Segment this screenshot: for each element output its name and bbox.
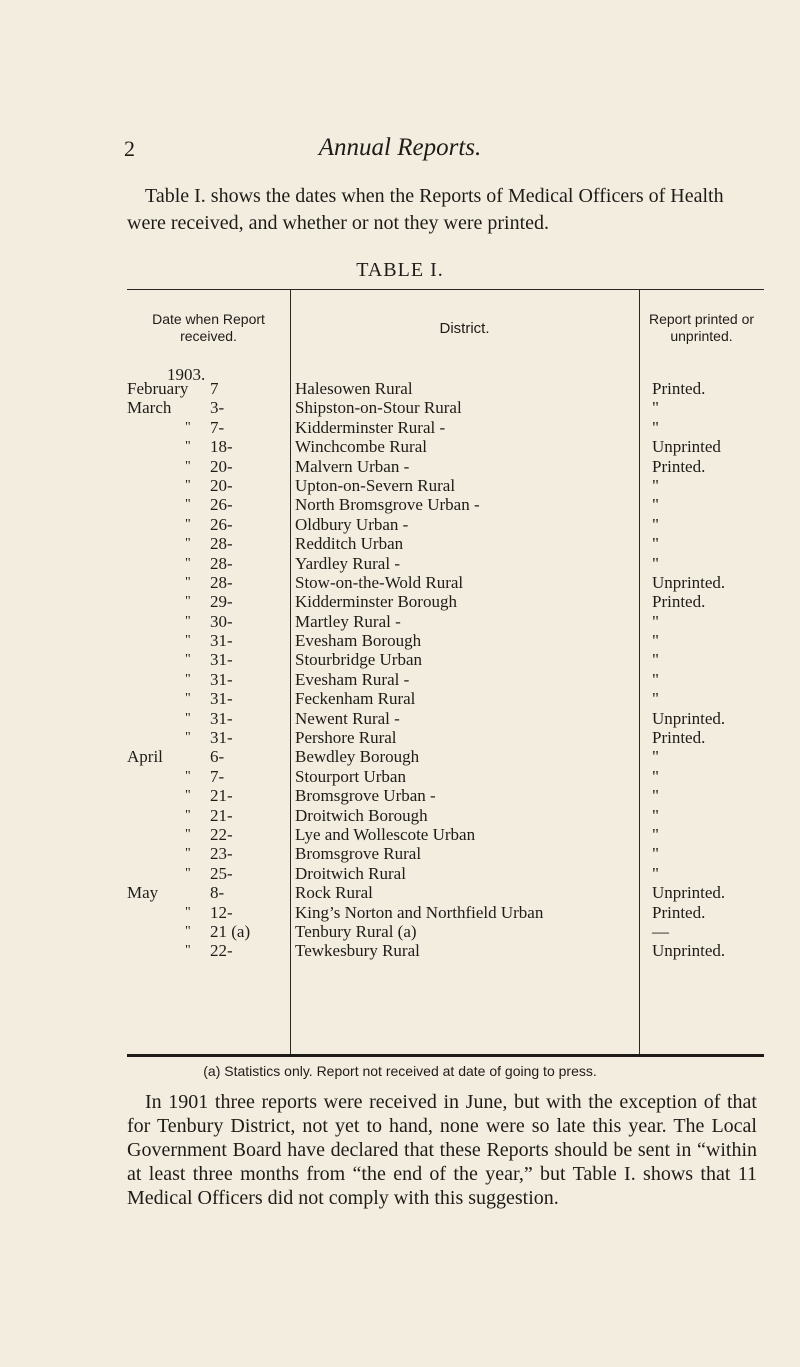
row-month: " (185, 458, 191, 474)
row-status: " (652, 863, 659, 883)
row-status: " (652, 631, 659, 651)
row-month: April (127, 747, 163, 767)
row-day: 31- (210, 650, 233, 670)
year-label: 1903. (167, 365, 206, 384)
row-district: Pershore Rural (295, 728, 397, 748)
row-day: 31- (210, 708, 233, 728)
table-row (127, 806, 764, 825)
row-status: " (652, 689, 659, 709)
table-row (127, 941, 764, 960)
row-district: Halesowen Rural (295, 379, 413, 398)
row-day: 7- (210, 417, 225, 437)
row-status: Unprinted. (652, 883, 726, 903)
row-status: Printed. (652, 379, 706, 398)
table-body (127, 379, 764, 961)
row-month: " (185, 536, 191, 552)
row-month: " (185, 730, 191, 746)
row-status: " (652, 475, 659, 495)
row-month: " (185, 477, 191, 493)
row-day: 31- (210, 728, 233, 748)
row-month: " (185, 594, 191, 610)
row-month: " (185, 691, 191, 707)
table-row (127, 767, 764, 786)
table-row (127, 650, 764, 669)
row-day: 8- (210, 883, 225, 903)
row-day: 26- (210, 495, 233, 515)
row-status: Printed. (652, 456, 706, 476)
row-status: Unprinted. (652, 708, 726, 728)
row-district: Evesham Borough (295, 631, 422, 651)
row-district: King’s Norton and Northfield Urban (295, 902, 544, 922)
table-row (127, 670, 764, 689)
row-day: 28- (210, 534, 233, 554)
row-month: " (185, 846, 191, 862)
row-day: 21 (a) (210, 921, 251, 941)
row-day: 21- (210, 805, 233, 825)
row-status: " (652, 747, 659, 767)
row-status: Printed. (652, 592, 706, 612)
row-day: 26- (210, 514, 233, 534)
row-district: Stourbridge Urban (295, 650, 423, 670)
row-month: " (185, 943, 191, 959)
table-row (127, 631, 764, 650)
row-district: Bewdley Borough (295, 747, 420, 767)
row-day: 22- (210, 824, 233, 844)
row-day: 18- (210, 437, 233, 457)
row-day: 25- (210, 863, 233, 883)
row-day: 31- (210, 669, 233, 689)
row-district: Droitwich Rural (295, 863, 406, 883)
row-status: " (652, 844, 659, 864)
row-district: Shipston-on-Stour Rural (295, 398, 462, 418)
row-day: 7- (210, 766, 225, 786)
row-status: " (652, 766, 659, 786)
table-row (127, 573, 764, 592)
row-month: " (185, 555, 191, 571)
row-day: 31- (210, 631, 233, 651)
header-district: District. (439, 320, 490, 337)
header-date: Date when Report received. (152, 311, 265, 344)
table-row (127, 418, 764, 437)
row-status: " (652, 650, 659, 670)
row-district: Malvern Urban - (295, 456, 410, 476)
row-month: " (185, 439, 191, 455)
row-month: May (127, 883, 159, 903)
table-row (127, 554, 764, 573)
row-status: " (652, 805, 659, 825)
table-row (127, 437, 764, 456)
row-month: " (185, 516, 191, 532)
row-day: 3- (210, 398, 225, 418)
row-status: " (652, 611, 659, 631)
table-row (127, 728, 764, 747)
row-district: North Bromsgrove Urban - (295, 495, 480, 515)
row-month: " (185, 497, 191, 513)
table-bottom-rule (127, 1054, 764, 1057)
table-row (127, 534, 764, 553)
row-day: 23- (210, 844, 233, 864)
row-day: 21- (210, 786, 233, 806)
row-month: " (185, 865, 191, 881)
row-district: Yardley Rural - (295, 553, 400, 573)
row-district: Stow-on-the-Wold Rural (295, 572, 464, 592)
row-district: Kidderminster Borough (295, 592, 457, 612)
running-head: Annual Reports. (318, 134, 482, 161)
row-month: " (185, 710, 191, 726)
table-row (127, 689, 764, 708)
row-district: Bromsgrove Urban - (295, 786, 436, 806)
row-status: " (652, 495, 659, 515)
row-status: Unprinted. (652, 941, 726, 961)
row-month: " (185, 574, 191, 590)
table-title: TABLE I. (356, 259, 444, 281)
table-row (127, 864, 764, 883)
row-district: Upton-on-Severn Rural (295, 475, 456, 495)
row-district: Droitwich Borough (295, 805, 428, 825)
row-day: 6- (210, 747, 225, 767)
row-month: " (185, 788, 191, 804)
table-row (127, 903, 764, 922)
row-district: Lye and Wollescote Urban (295, 824, 476, 844)
row-status: " (652, 786, 659, 806)
header-status: Report printed or unprinted. (648, 311, 755, 344)
table-row (127, 883, 764, 902)
table-row (127, 457, 764, 476)
row-day: 30- (210, 611, 233, 631)
row-district: Tenbury Rural (a) (295, 921, 417, 941)
row-month: " (185, 923, 191, 939)
intro-paragraph: Table I. shows the dates when the Reports of Medical Officers of Health were received, and whether or not they were printed. (127, 185, 724, 234)
row-month: " (185, 419, 191, 435)
row-day: 12- (210, 902, 233, 922)
table-row (127, 786, 764, 805)
table-row (127, 379, 764, 398)
row-status: " (652, 669, 659, 689)
row-day: 7 (210, 379, 219, 398)
row-district: Oldbury Urban - (295, 514, 409, 534)
row-day: 28- (210, 553, 233, 573)
row-status: " (652, 514, 659, 534)
row-district: Feckenham Rural (295, 689, 416, 709)
table-footnote: (a) Statistics only. Report not received at date of going to press. (203, 1063, 597, 1079)
row-day: 31- (210, 689, 233, 709)
row-district: Bromsgrove Rural (295, 844, 422, 864)
row-month: " (185, 613, 191, 629)
row-month: February (127, 379, 189, 398)
row-status: Printed. (652, 728, 706, 748)
table-row (127, 922, 764, 941)
page-number: 2 (124, 136, 135, 161)
table-row (127, 515, 764, 534)
row-month: " (185, 807, 191, 823)
row-month: " (185, 671, 191, 687)
table-row (127, 592, 764, 611)
row-district: Redditch Urban (295, 534, 404, 554)
row-status: Printed. (652, 902, 706, 922)
row-status: Unprinted. (652, 572, 726, 592)
row-month: " (185, 826, 191, 842)
table-row (127, 398, 764, 417)
table-row (127, 476, 764, 495)
row-district: Kidderminster Rural - (295, 417, 446, 437)
table-row (127, 844, 764, 863)
row-status: " (652, 417, 659, 437)
table-row (127, 747, 764, 766)
table-row (127, 709, 764, 728)
row-district: Stourport Urban (295, 766, 406, 786)
row-month: " (185, 633, 191, 649)
row-month: " (185, 768, 191, 784)
row-status: " (652, 398, 659, 418)
row-day: 20- (210, 475, 233, 495)
row-district: Evesham Rural - (295, 669, 410, 689)
row-district: Newent Rural - (295, 708, 400, 728)
closing-paragraph: In 1901 three reports were received in June, but with the exception of that for Tenbury District, not yet to hand, none were so late this year. The Local Government Board have declared that these Reports should be sent in “within at least three months from “the end of the year,” but Table I. shows that 11 Medical Officers did not comply with this suggestion. (127, 1091, 757, 1209)
row-day: 29- (210, 592, 233, 612)
reports-table (127, 289, 764, 1056)
row-status: " (652, 553, 659, 573)
table-row (127, 495, 764, 514)
row-day: 22- (210, 941, 233, 961)
row-district: Rock Rural (295, 883, 373, 903)
row-month: March (127, 398, 172, 418)
row-status: — (652, 921, 669, 941)
table-row (127, 612, 764, 631)
row-month: " (185, 652, 191, 668)
table-row (127, 825, 764, 844)
row-status: " (652, 824, 659, 844)
row-day: 20- (210, 456, 233, 476)
row-day: 28- (210, 572, 233, 592)
row-status: " (652, 534, 659, 554)
row-district: Martley Rural - (295, 611, 401, 631)
row-status: Unprinted (652, 437, 721, 457)
row-district: Winchcombe Rural (295, 437, 427, 457)
row-district: Tewkesbury Rural (295, 941, 420, 961)
row-month: " (185, 904, 191, 920)
